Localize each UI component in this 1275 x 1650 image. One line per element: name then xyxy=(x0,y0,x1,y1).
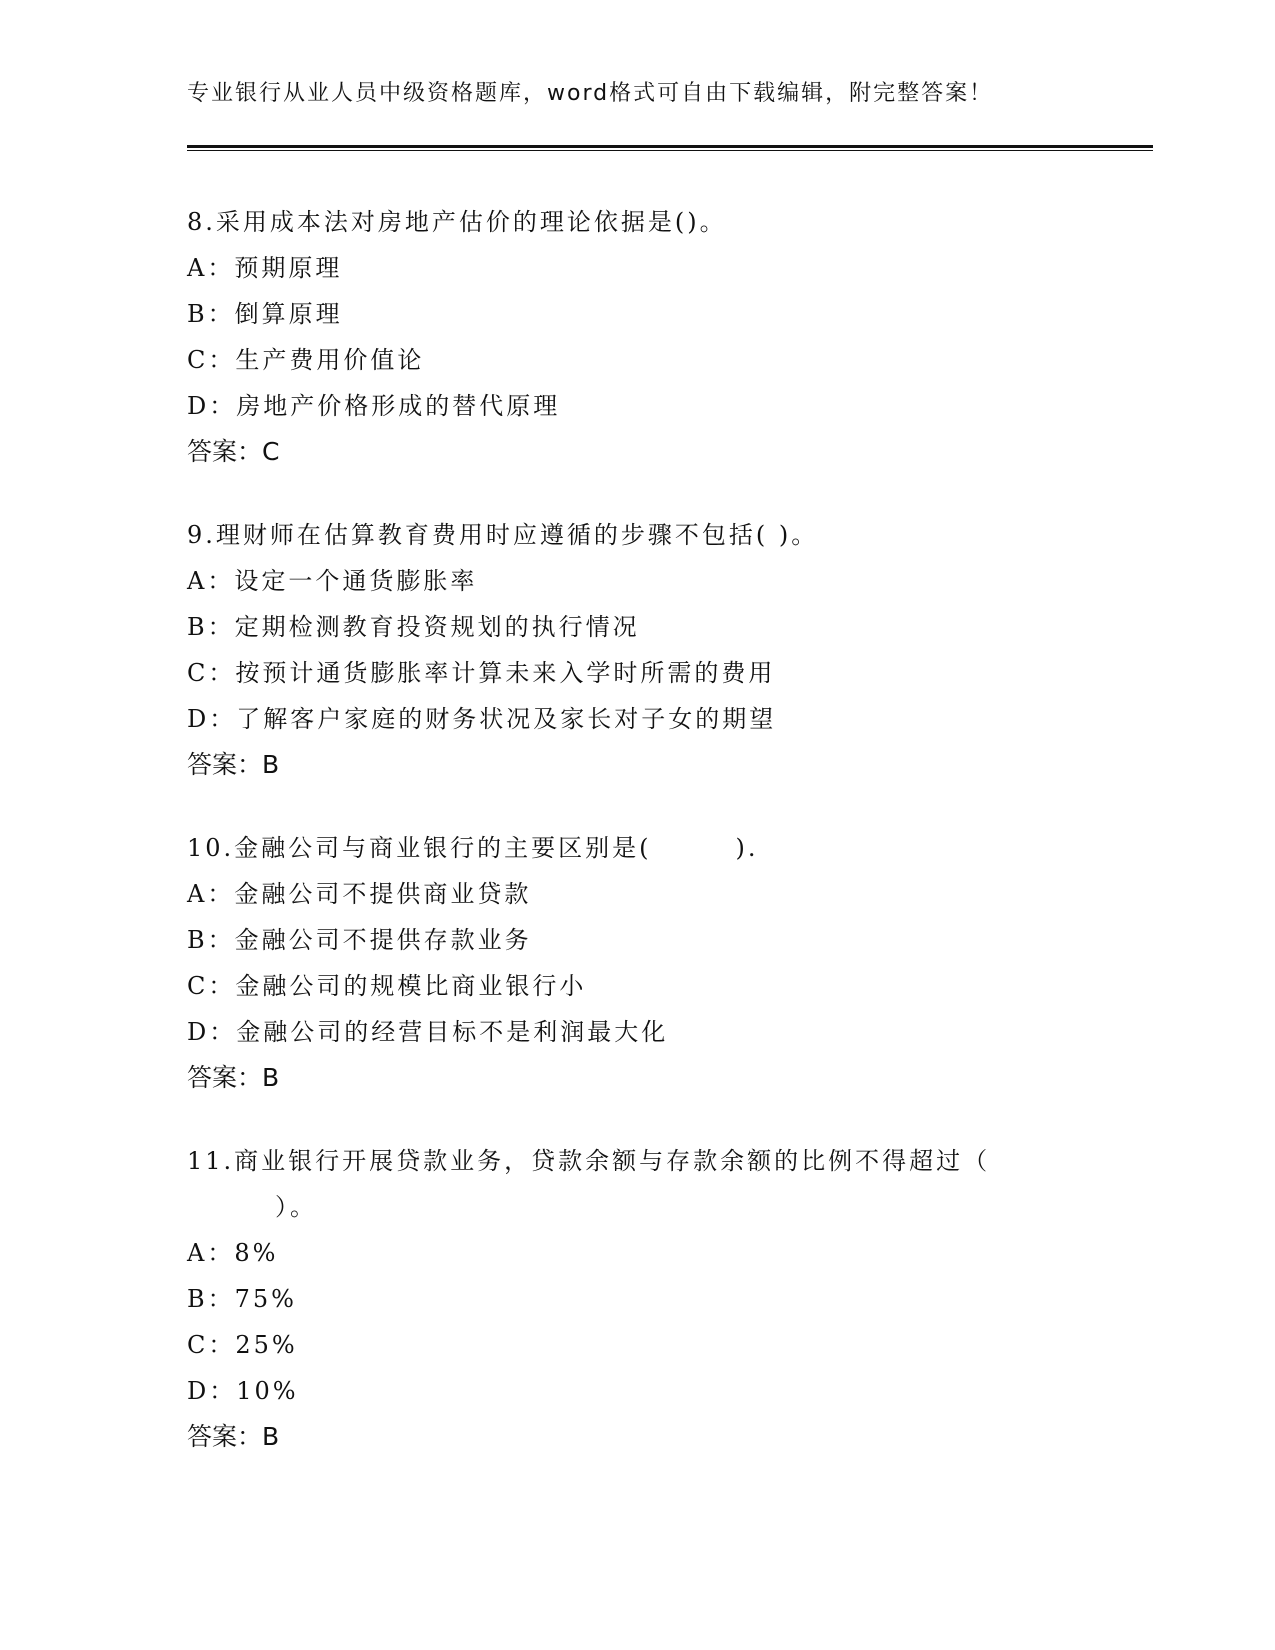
answer-line: 答案：C xyxy=(187,437,280,466)
question-stem: 8.采用成本法对房地产估价的理论依据是()。 xyxy=(187,208,727,236)
option-c: C：生产费用价值论 xyxy=(187,346,425,374)
question-stem-line-1: 11.商业银行开展贷款业务，贷款余额与存款余额的比例不得超过（ xyxy=(187,1147,991,1175)
page-header: 专业银行从业人员中级资格题库，word格式可自由下载编辑，附完整答案！ xyxy=(187,81,994,106)
option-a: A：金融公司不提供商业贷款 xyxy=(187,880,532,908)
option-d: D：金融公司的经营目标不是利润最大化 xyxy=(187,1018,669,1046)
answer-line: 答案：B xyxy=(187,750,280,779)
option-a: A：8% xyxy=(187,1239,279,1267)
option-c: C：按预计通货膨胀率计算未来入学时所需的费用 xyxy=(187,659,776,687)
option-d: D：房地产价格形成的替代原理 xyxy=(187,392,561,420)
answer-line: 答案：B xyxy=(187,1422,280,1451)
question-8 xyxy=(187,199,1067,475)
option-b: B：金融公司不提供存款业务 xyxy=(187,926,532,954)
question-10 xyxy=(187,825,1067,1101)
option-b: B：75% xyxy=(187,1285,297,1313)
header-divider-thick xyxy=(187,145,1153,148)
option-a: A：设定一个通货膨胀率 xyxy=(187,567,478,595)
question-stem xyxy=(187,825,1067,871)
question-9 xyxy=(187,512,1067,788)
answer-line: 答案：B xyxy=(187,1063,280,1092)
question-stem: 9.理财师在估算教育费用时应遵循的步骤不包括( )。 xyxy=(187,521,819,549)
option-d: D：10% xyxy=(187,1377,299,1405)
question-stem-start: 10.金融公司与商业银行的主要区别是( xyxy=(187,834,652,862)
option-a: A：预期原理 xyxy=(187,254,343,282)
question-stem-end: ). xyxy=(735,834,759,862)
option-b: B：定期检测教育投资规划的执行情况 xyxy=(187,613,640,641)
option-d: D：了解客户家庭的财务状况及家长对子女的期望 xyxy=(187,705,777,733)
option-b: B：倒算原理 xyxy=(187,300,343,328)
question-11 xyxy=(187,1138,1067,1460)
question-stem-line-2: ）。 xyxy=(275,1193,317,1221)
header-divider-thin xyxy=(187,150,1153,151)
option-c: C：金融公司的规模比商业银行小 xyxy=(187,972,587,1000)
option-c: C：25% xyxy=(187,1331,298,1359)
